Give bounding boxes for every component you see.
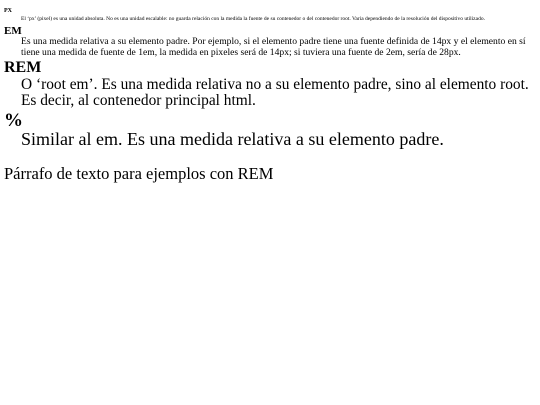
rem-example-paragraph: Párrafo de texto para ejemplos con REM <box>4 164 274 183</box>
units-definition-list <box>4 8 536 149</box>
px-term: PX <box>4 8 12 14</box>
rem-term: REM <box>4 59 42 76</box>
page-content <box>0 8 540 183</box>
px-description: El ‘px’ (pixel) es una unidad absoluta. No es una unidad escalable: no guarda relación con la medida la fuente de su contenedor o del contenedor root. Varia dependiendo de la resolución del dispositivo utilizado. <box>21 16 485 22</box>
em-term: EM <box>4 25 22 37</box>
rem-description: O ‘root em’. Es una medida relativa no a su elemento padre, sino al elemento root. Es decir, al contenedor principal html. <box>21 76 529 109</box>
em-description: Es una medida relativa a su elemento padre. Por ejemplo, si el elemento padre tiene una fuente definida de 14px y el elemento en sí tiene una medida de fuente de 1em, la medida en pixeles será de 14px; si tuviera una fuente de 2em, sería de 28px. <box>21 36 526 58</box>
percent-term: % <box>4 110 23 131</box>
percent-description: Similar al em. Es una medida relativa a su elemento padre. <box>21 129 444 149</box>
